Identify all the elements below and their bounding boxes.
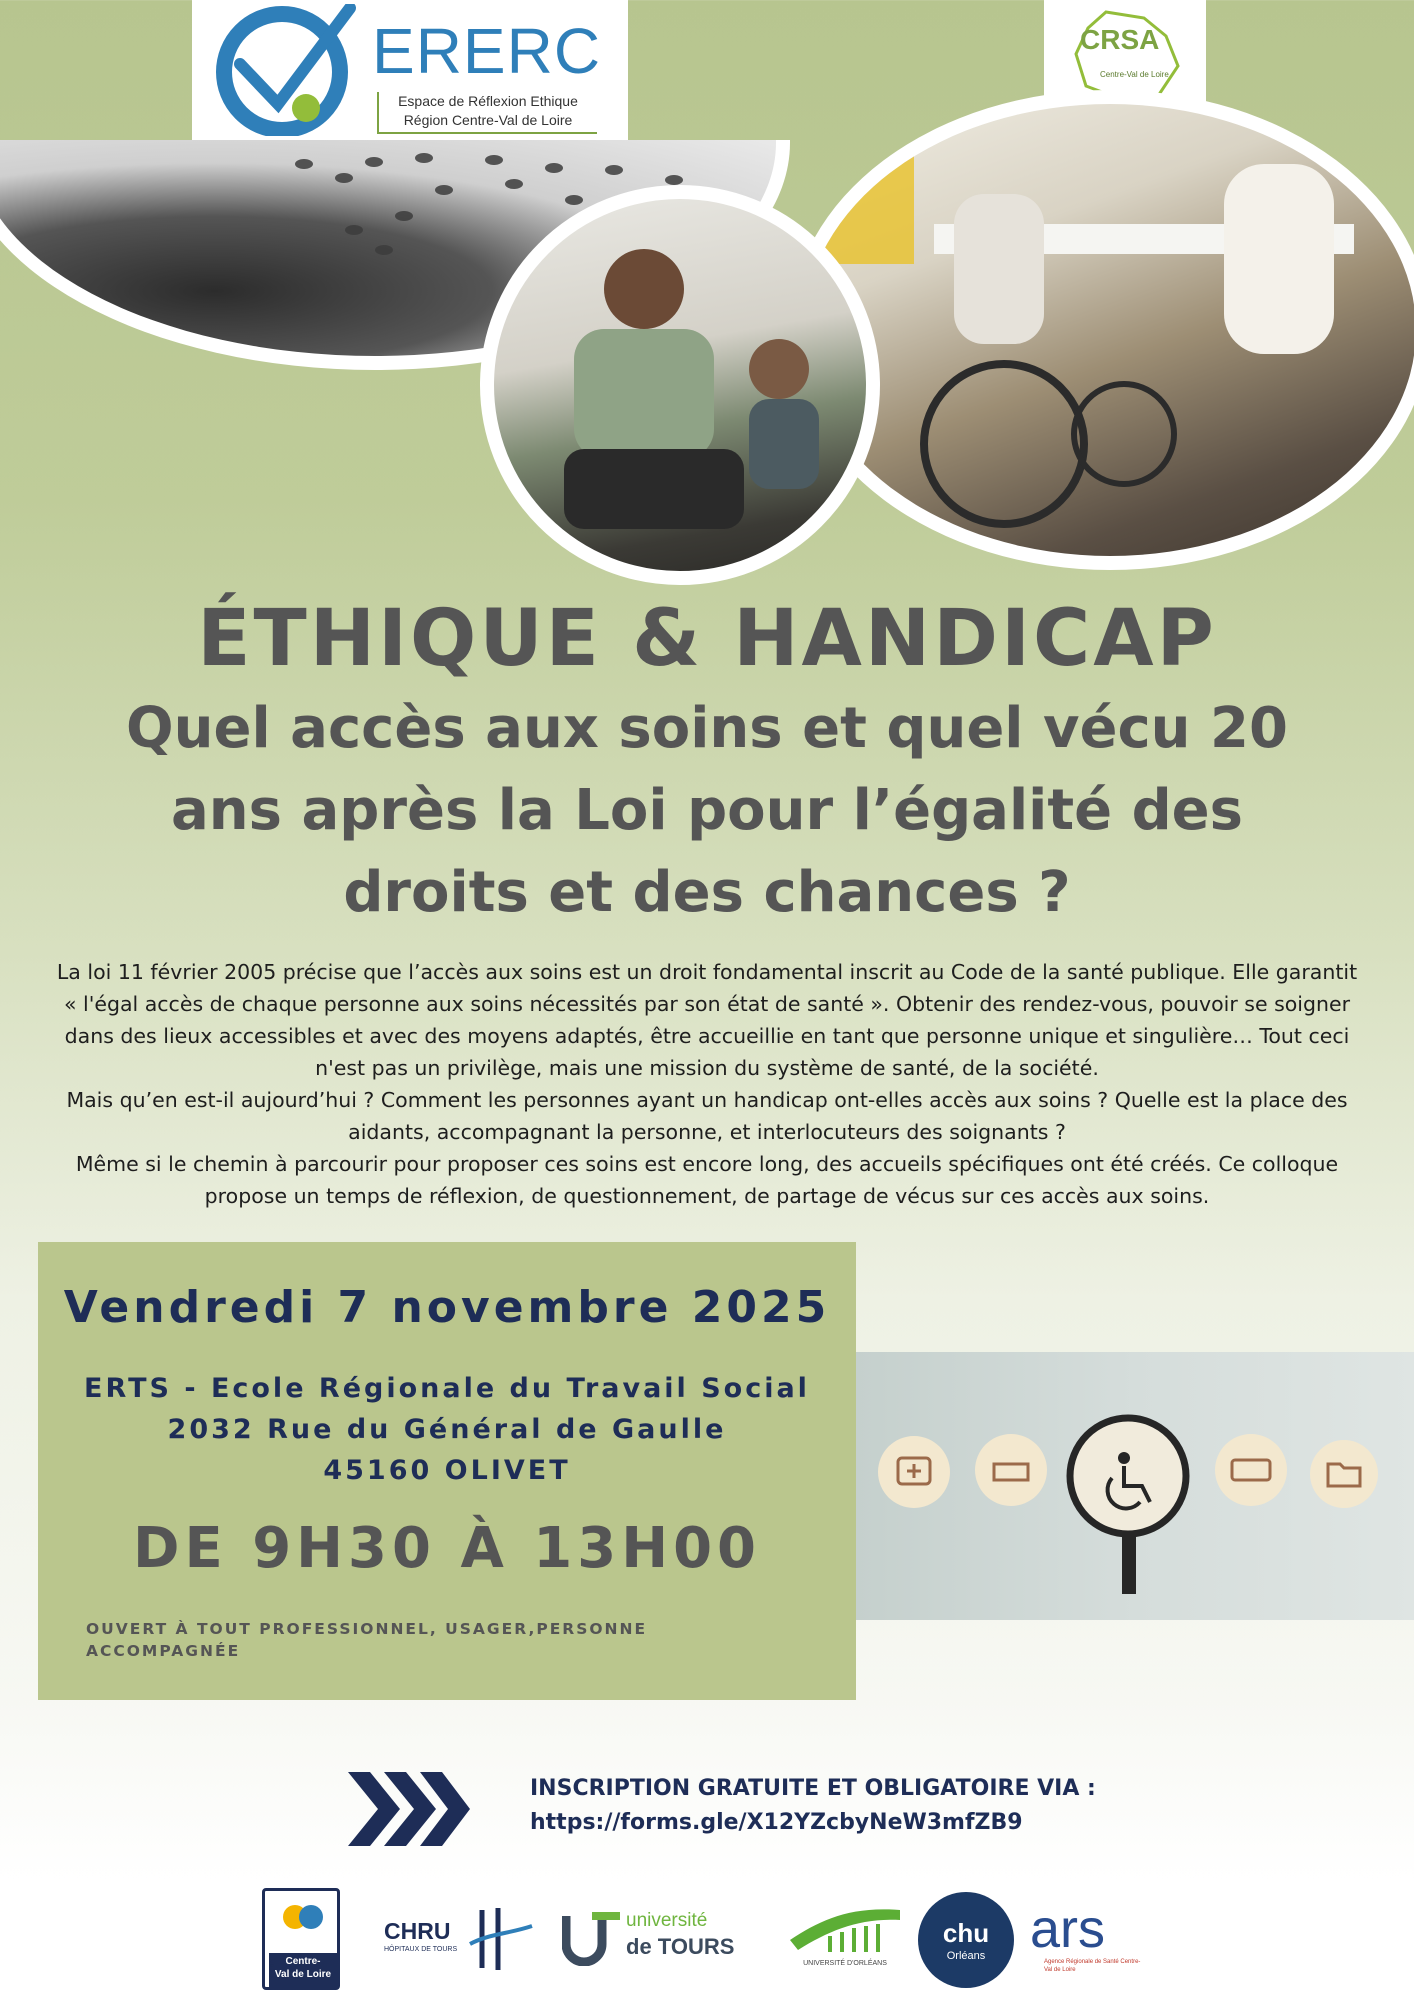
registration-label: INSCRIPTION GRATUITE ET OBLIGATOIRE VIA : <box>530 1776 1096 1801</box>
ererc-checkmark-icon <box>210 4 360 136</box>
location-line-3: 45160 OLIVET <box>323 1455 571 1486</box>
univ-orleans-mark-icon <box>790 1900 902 1954</box>
partner-logos <box>0 1880 1414 2000</box>
region-hearts-icon <box>275 1899 331 1945</box>
ererc-logo <box>192 0 628 140</box>
intro-paragraph-2: Mais qu’en est-il aujourd’hui ? Comment les personnes ayant un handicap ont-elles accès aux soins ? Quelle est la place des aidants, accompagnant la personne, et interlocuteurs des soignants ? <box>66 1088 1348 1144</box>
intro-paragraph-1: La loi 11 février 2005 précise que l’accès aux soins est un droit fondamental inscrit au Code de la santé publique. Elle garantit « l'égal accès de chaque personne aux soins nécessités par son état de santé ». Obtenir des rendez-vous, pouvoir se soigner dans des lieux accessibles et avec des moyens adaptés, être accueillie en tant que personne unique et singulière… Tout ceci n'est pas un privilège, mais une mission du système de santé, de la société. <box>56 960 1358 1080</box>
univ-tours-line-1: université <box>626 1910 708 1931</box>
universite-orleans-logo <box>786 1900 904 1978</box>
region-name-line-1: Centre- <box>285 1956 321 1967</box>
page-subtitle <box>10 688 1404 934</box>
chru-tours-logo <box>384 1904 534 1974</box>
event-date: Vendredi 7 novembre 2025 <box>63 1282 831 1333</box>
event-time: DE 9H30 À 13H00 <box>132 1516 762 1581</box>
wheelchair-scene-icon <box>804 104 1414 556</box>
subtitle-line-1: Quel accès aux soins et quel vécu 20 <box>126 696 1288 761</box>
crsa-region: Centre-Val de Loire <box>1100 70 1169 79</box>
event-audience <box>86 1618 706 1662</box>
location-line-2: 2032 Rue du Général de Gaulle <box>167 1414 727 1445</box>
region-centre-logo <box>262 1888 340 1990</box>
ars-name: ars <box>1030 1899 1106 1959</box>
chu-city: Orléans <box>946 1950 986 1962</box>
ererc-subtitle-line1: Espace de Réflexion Ethique <box>398 93 578 109</box>
subtitle-line-3: droits et des chances ? <box>343 860 1071 925</box>
ererc-subtitle <box>377 92 597 134</box>
arrows-icon <box>348 1772 470 1846</box>
event-location <box>38 1368 856 1491</box>
intro-paragraph-3: Même si le chemin à parcourir pour proposer ces soins est encore long, des accueils spécifiques ont été créés. Ce colloque propose un temps de réflexion, de questionnement, de partage de vécus sur ces accès aux soins. <box>75 1152 1339 1208</box>
region-label: Région <box>269 1960 276 1980</box>
chru-name: CHRU <box>384 1918 451 1944</box>
event-info-box <box>38 1242 856 1700</box>
registration-link[interactable]: https://forms.gle/X12YZcbyNeW3mfZB9 <box>530 1810 1023 1835</box>
region-name-line-2: Val de Loire <box>274 1969 332 1980</box>
registration-info <box>530 1772 1370 1840</box>
location-line-1: ERTS - Ecole Régionale du Travail Social <box>84 1373 810 1404</box>
ars-subtitle: Agence Régionale de Santé Centre-Val de Loire <box>1044 1959 1141 1973</box>
univ-orleans-name: UNIVERSITÉ D'ORLÉANS <box>803 1960 887 1967</box>
accessibility-icons-icon <box>856 1352 1414 1620</box>
meeting-wheelchair-photo <box>790 90 1414 570</box>
chru-subtitle: HÔPITAUX DE TOURS <box>384 1946 458 1953</box>
healthcare-icons-photo <box>856 1352 1414 1620</box>
universite-tours-logo <box>562 1906 756 1970</box>
ererc-subtitle-line2: Région Centre-Val de Loire <box>403 112 573 128</box>
chru-mark-icon <box>468 1904 534 1974</box>
crsa-name: CRSA <box>1080 24 1160 55</box>
chu-orleans-logo <box>918 1892 1014 1988</box>
ererc-name: ERERC <box>372 15 602 87</box>
region-name <box>269 1955 337 1981</box>
audience-line-2: ACCOMPAGNÉE <box>86 1642 241 1660</box>
page-title: ÉTHIQUE & HANDICAP <box>197 594 1217 684</box>
univ-tours-line-2: de TOURS <box>626 1934 735 1959</box>
audience-line-1: OUVERT À TOUT PROFESSIONNEL, USAGER,PERSONNE <box>86 1620 648 1638</box>
sign-language-photo <box>480 185 880 585</box>
intro-text <box>55 956 1359 1212</box>
father-child-scene-icon <box>494 199 866 571</box>
subtitle-line-2: ans après la Loi pour l’égalité des <box>170 778 1243 843</box>
chu-name: chu <box>942 1918 990 1948</box>
ars-logo <box>1030 1898 1150 1982</box>
ut-mark-icon <box>562 1910 622 1966</box>
